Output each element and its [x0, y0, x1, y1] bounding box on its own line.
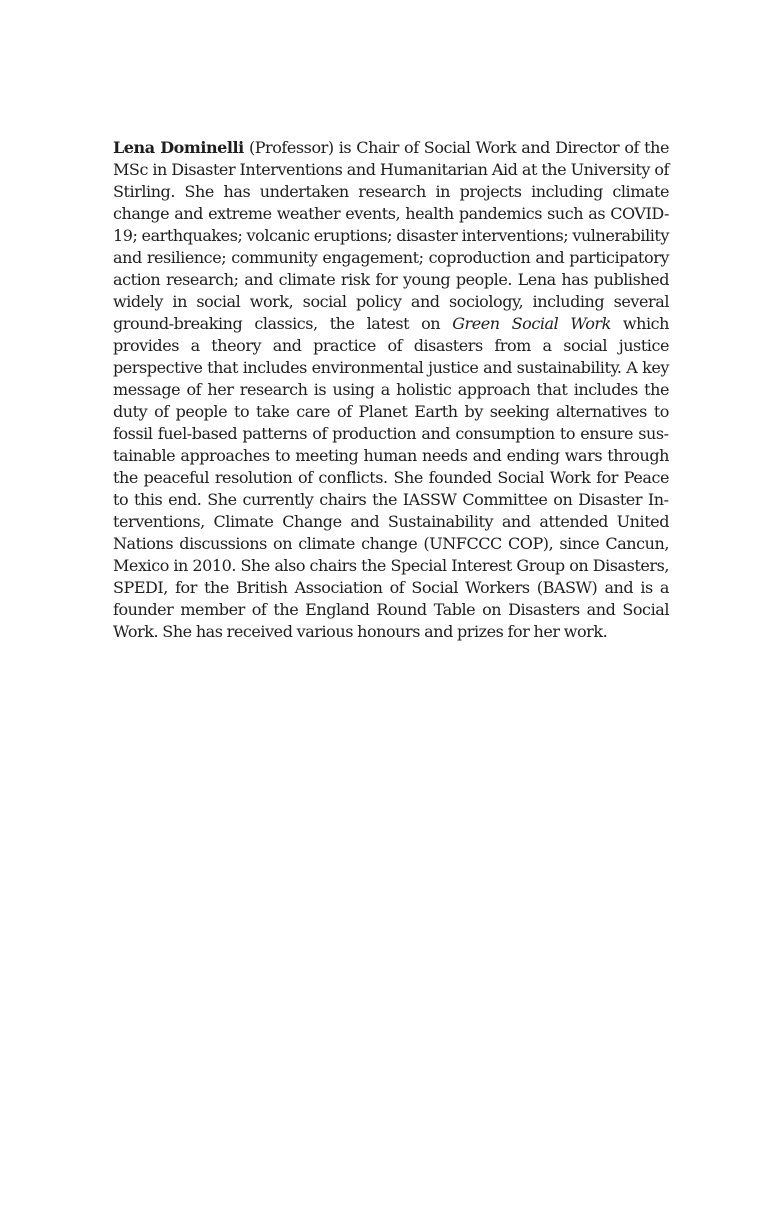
- author-name: Lena Dominelli: [113, 138, 244, 157]
- bio-text-part2: which provides a theory and practice of disasters from a social justice perspective that includes environmental justice and sustainability. A key message of her research is using a holistic approach that includes the duty of people to take care of Planet Earth by seeking alternatives to fossil fuel-based patterns of production and consumption to ensure sustainable approaches to meeting human needs and ending wars through the peaceful resolution of conflicts. She founded Social Work for Peace to this end. She currently chairs the IASSW Committee on Disaster Interventions, Climate Change and Sustainability and attended United Nations discussions on climate change (UNFCCC COP), since Cancun, Mexico in 2010. She also chairs the Special Interest Group on Disasters, SPEDI, for the British Association of Social Workers (BASW) and is a founder member of the England Round Table on Disasters and Social Work. She has received various honours and prizes for her work.: [113, 314, 669, 641]
- bio-text-part1: (Professor) is Chair of Social Work and Director of the MSc in Disaster Interventions and Humanitarian Aid at the University of Stirling. She has undertaken research in projects including climate change and extreme weather events, health pandemics such as COVID-19; earthquakes; volcanic eruptions; disaster interventions; vulnerability and resilience; community engagement; coproduction and participatory action research; and climate risk for young people. Lena has published widely in social work, social policy and sociology, including several ground-breaking classics, the latest on: [113, 138, 669, 333]
- book-title: Green Social Work: [452, 314, 611, 333]
- author-bio-paragraph: [113, 137, 669, 643]
